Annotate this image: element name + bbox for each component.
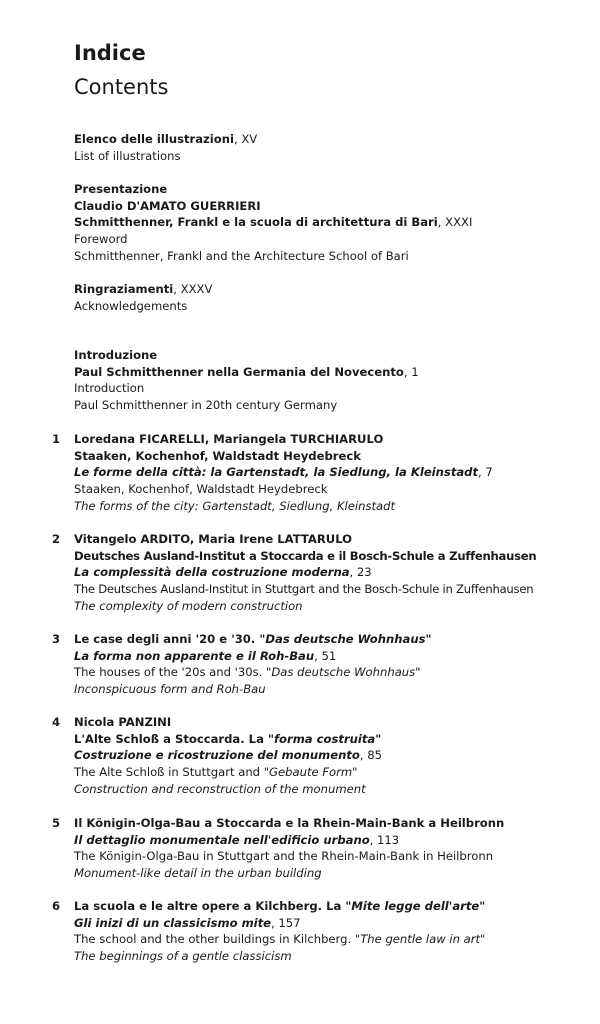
toc-title-it: Le case degli anni '20 e '30. "Das deutsche Wohnhaus" [74,632,432,646]
toc-line-en: Acknowledgements [74,298,188,313]
toc-title-it: Staaken, Kochenhof, Waldstadt Heydebreck [74,448,361,463]
toc-author: Claudio D'AMATO GUERRIERI [74,198,261,213]
toc-section-label: Introduzione [74,348,158,362]
toc-line-it: Elenco delle illustrazioni, XV [74,132,258,146]
toc-title-en: The houses of the '20s and '30s. "Das deutsche Wohnhaus" [74,665,421,680]
toc-author: Loredana FICARELLI, Mariangela TURCHIARULO [74,432,384,446]
page-title-it: Indice [74,41,146,65]
toc-entry-introduzione[interactable] [74,347,594,414]
toc-subtitle-en: The forms of the city: Gartenstadt, Siedlung, Kleinstadt [74,498,396,513]
toc-entry-chapter-6[interactable] [74,898,594,965]
toc-title-en: The Deutsches Ausland-Institut in Stuttgart and the Bosch-Schule in Zuffenhausen [74,582,534,597]
toc-title-it: Deutsches Ausland-Institut a Stoccarda e il Bosch-Schule a Zuffenhausen [74,548,537,563]
toc-entry-chapter-2[interactable] [74,531,594,615]
toc-section-label-en: Introduction [74,381,145,396]
toc-section-label-en: Foreword [74,232,128,247]
toc-entry-illustrations[interactable] [74,131,594,164]
toc-subtitle-en: Construction and reconstruction of the monument [74,781,366,796]
toc-subtitle-it: La forma non apparente e il Roh-Bau, 51 [74,648,337,663]
chapter-number: 5 [52,816,61,830]
toc-entry-chapter-1[interactable] [74,431,594,515]
toc-title-it: L'Alte Schloß a Stoccarda. La "forma costruita" [74,731,382,746]
toc-subtitle-it: Le forme della città: la Gartenstadt, la Siedlung, la Kleinstadt, 7 [74,465,493,480]
toc-title-en: Staaken, Kochenhof, Waldstadt Heydebreck [74,482,328,497]
toc-title-it: Il Königin-Olga-Bau a Stoccarda e la Rhein-Main-Bank a Heilbronn [74,816,505,830]
toc-subtitle-en: The complexity of modern construction [74,598,303,613]
toc-entry-chapter-3[interactable] [74,631,594,698]
toc-subtitle-it: Il dettaglio monumentale nell'edificio urbano, 113 [74,832,400,847]
toc-subtitle-en: Monument-like detail in the urban building [74,866,322,881]
toc-author: Vitangelo ARDITO, Maria Irene LATTARULO [74,532,353,546]
toc-line-it: Paul Schmitthenner nella Germania del Novecento, 1 [74,364,419,379]
toc-line-it: Ringraziamenti, XXXV [74,282,213,296]
toc-title-en: The Königin-Olga-Bau in Stuttgart and the Rhein-Main-Bank in Heilbronn [74,849,494,864]
toc-line-en: List of illustrations [74,148,181,163]
chapter-number: 4 [52,715,61,729]
chapter-number: 1 [52,432,61,446]
toc-subtitle-it: La complessità della costruzione moderna, 23 [74,565,372,580]
toc-author: Nicola PANZINI [74,715,172,729]
toc-subtitle-en: The beginnings of a gentle classicism [74,949,292,964]
toc-title-it: La scuola e le altre opere a Kilchberg. La "Mite legge dell'arte" [74,899,486,913]
toc-subtitle-en: Inconspicuous form and Roh-Bau [74,682,266,697]
page-title-en: Contents [74,75,169,99]
toc-subtitle-it: Gli inizi di un classicismo mite, 157 [74,915,301,930]
toc-subtitle-it: Costruzione e ricostruzione del monumento, 85 [74,748,382,763]
toc-title-en: The school and the other buildings in Kilchberg. "The gentle law in art" [74,932,486,947]
toc-section-label: Presentazione [74,182,168,196]
toc-line-en: Paul Schmitthenner in 20th century Germany [74,398,338,413]
toc-entry-chapter-4[interactable] [74,714,594,798]
toc-line-en: Schmitthenner, Frankl and the Architecture School of Bari [74,248,409,263]
toc-entry-chapter-5[interactable] [74,815,594,882]
toc-title-en: The Alte Schloß in Stuttgart and "Gebaute Form" [74,765,358,780]
toc-entry-presentazione[interactable] [74,181,594,265]
toc-entry-ringraziamenti[interactable] [74,281,594,314]
chapter-number: 6 [52,899,61,913]
chapter-number: 2 [52,532,61,546]
toc-line-it: Schmitthenner, Frankl e la scuola di architettura di Bari, XXXI [74,215,473,230]
chapter-number: 3 [52,632,61,646]
